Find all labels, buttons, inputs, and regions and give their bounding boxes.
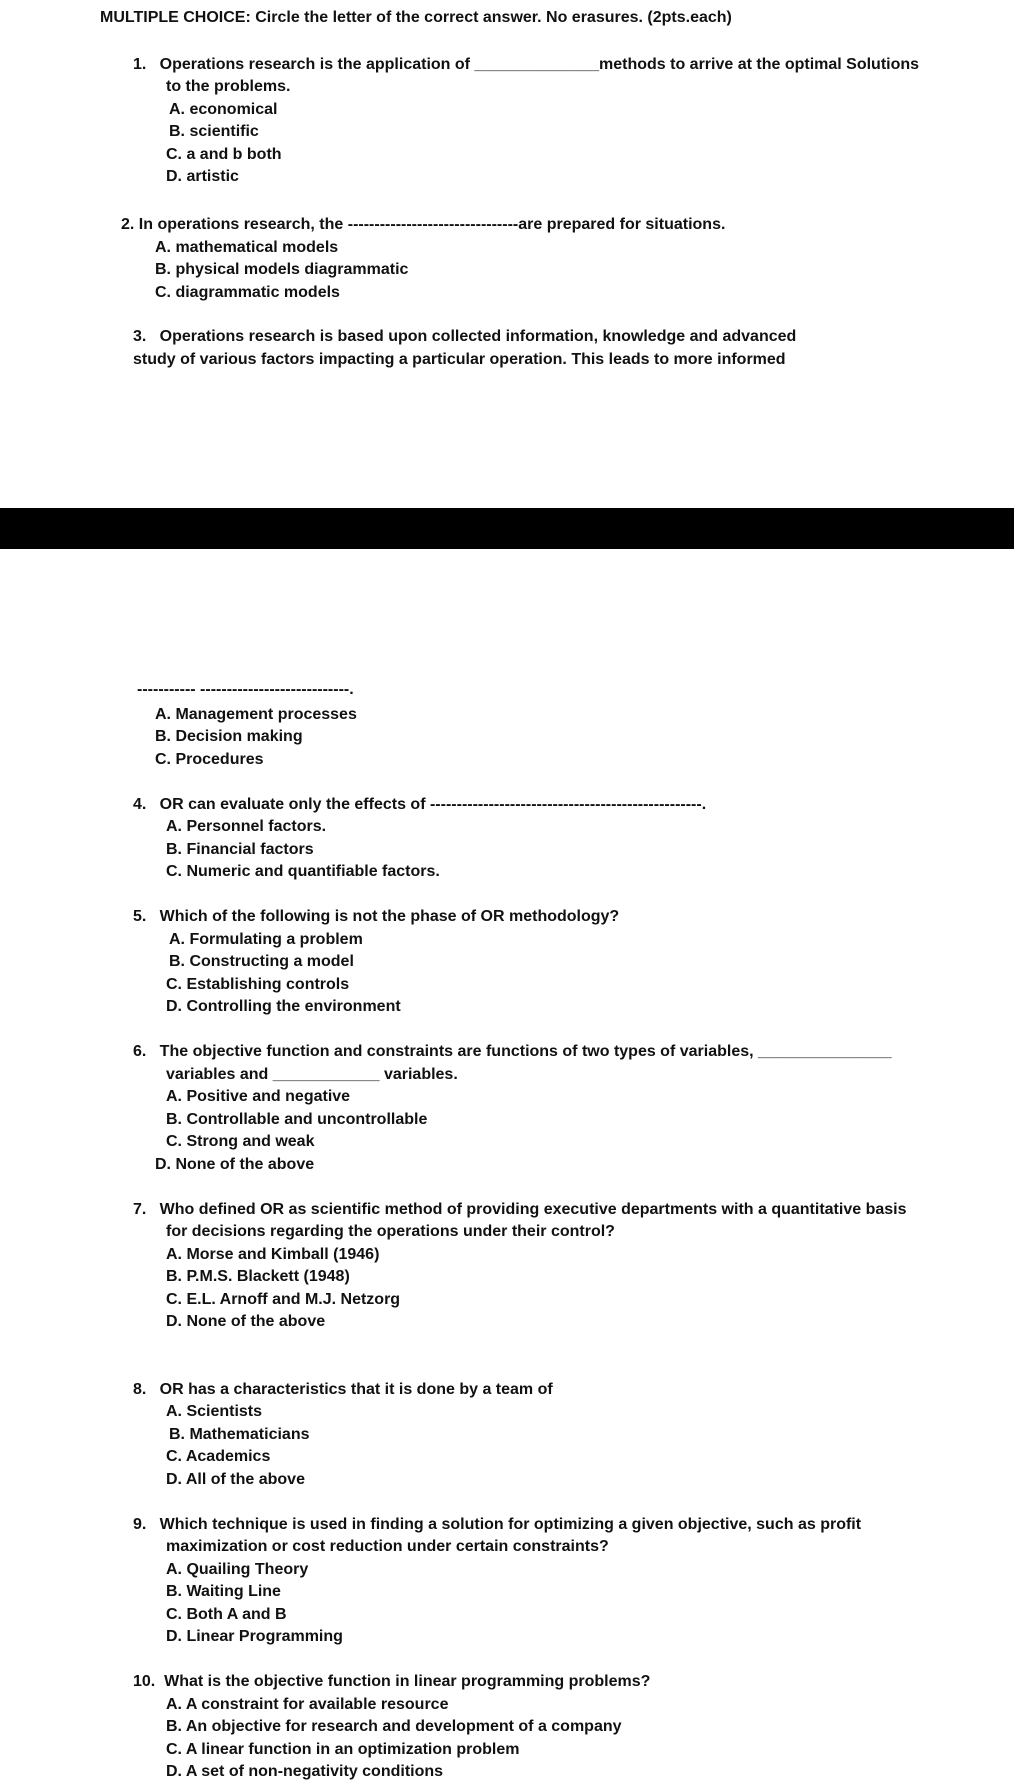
- q1-stem-line2: to the problems.: [166, 78, 291, 95]
- q10-option-b[interactable]: B. An objective for research and development of a company: [166, 1718, 622, 1735]
- q2-option-b[interactable]: B. physical models diagrammatic: [155, 261, 409, 278]
- q10-option-a[interactable]: A. A constraint for available resource: [166, 1696, 449, 1713]
- q8-option-d[interactable]: D. All of the above: [166, 1471, 305, 1488]
- q8-option-c[interactable]: C. Academics: [166, 1448, 271, 1465]
- q5-stem: 5. Which of the following is not the phase of OR methodology?: [133, 908, 620, 925]
- q1-option-c[interactable]: C. a and b both: [166, 146, 282, 163]
- redaction-band: [0, 508, 1014, 549]
- q7-stem-line1: 7. Who defined OR as scientific method of providing executive departments with a quantitative basis: [133, 1201, 907, 1218]
- q8-stem: 8. OR has a characteristics that it is done by a team of: [133, 1381, 553, 1398]
- q10-stem: 10. What is the objective function in linear programming problems?: [133, 1673, 651, 1690]
- q5-option-b[interactable]: B. Constructing a model: [169, 953, 354, 970]
- q5-option-c[interactable]: C. Establishing controls: [166, 976, 350, 993]
- q3-stem-line1: 3. Operations research is based upon collected information, knowledge and advanced: [133, 328, 797, 345]
- q7-option-d[interactable]: D. None of the above: [166, 1313, 326, 1330]
- q6-option-c[interactable]: C. Strong and weak: [166, 1133, 315, 1150]
- q8-option-a[interactable]: A. Scientists: [166, 1403, 263, 1420]
- q6-stem-line1: 6. The objective function and constraints are functions of two types of variables, _______________: [133, 1043, 892, 1060]
- q9-option-a[interactable]: A. Quailing Theory: [166, 1561, 309, 1578]
- q10-option-c[interactable]: C. A linear function in an optimization problem: [166, 1741, 520, 1758]
- q9-option-c[interactable]: C. Both A and B: [166, 1606, 287, 1623]
- q6-option-a[interactable]: A. Positive and negative: [166, 1088, 351, 1105]
- q3-stem-blank: ----------- ----------------------------.: [137, 681, 354, 698]
- q7-stem-line2: for decisions regarding the operations under their control?: [166, 1223, 615, 1240]
- q2-stem: 2. In operations research, the --------------------------------are prepared for situations.: [121, 216, 726, 233]
- q10-option-d[interactable]: D. A set of non-negativity conditions: [166, 1763, 444, 1780]
- q7-option-a[interactable]: A. Morse and Kimball (1946): [166, 1246, 380, 1263]
- q5-option-d[interactable]: D. Controlling the environment: [166, 998, 401, 1015]
- q6-stem-line2: variables and ____________ variables.: [166, 1066, 458, 1083]
- q8-option-b[interactable]: B. Mathematicians: [169, 1426, 310, 1443]
- q1-option-b[interactable]: B. scientific: [169, 123, 259, 140]
- q3-option-c[interactable]: C. Procedures: [155, 751, 264, 768]
- q3-option-b[interactable]: B. Decision making: [155, 728, 303, 745]
- q9-stem-line1: 9. Which technique is used in finding a solution for optimizing a given objective, such as profit: [133, 1516, 862, 1533]
- instructions-heading: MULTIPLE CHOICE: Circle the letter of the correct answer. No erasures. (2pts.each): [100, 9, 732, 26]
- q9-stem-line2: maximization or cost reduction under certain constraints?: [166, 1538, 609, 1555]
- q4-option-a[interactable]: A. Personnel factors.: [166, 818, 327, 835]
- q1-stem-line1: 1. Operations research is the application of ______________methods to arrive at the optimal Solutions: [133, 56, 920, 73]
- q1-option-d[interactable]: D. artistic: [166, 168, 239, 185]
- q4-stem: 4. OR can evaluate only the effects of ---------------------------------------------------.: [133, 796, 707, 813]
- q4-option-b[interactable]: B. Financial factors: [166, 841, 314, 858]
- q1-option-a[interactable]: A. economical: [169, 101, 278, 118]
- q5-option-a[interactable]: A. Formulating a problem: [169, 931, 363, 948]
- q9-option-d[interactable]: D. Linear Programming: [166, 1628, 343, 1645]
- q6-option-b[interactable]: B. Controllable and uncontrollable: [166, 1111, 428, 1128]
- q4-option-c[interactable]: C. Numeric and quantifiable factors.: [166, 863, 440, 880]
- q2-option-c[interactable]: C. diagrammatic models: [155, 284, 340, 301]
- q7-option-b[interactable]: B. P.M.S. Blackett (1948): [166, 1268, 350, 1285]
- q3-option-a[interactable]: A. Management processes: [155, 706, 357, 723]
- q3-stem-line2: study of various factors impacting a particular operation. This leads to more informed: [133, 351, 786, 368]
- q2-option-a[interactable]: A. mathematical models: [155, 239, 339, 256]
- q6-option-d[interactable]: D. None of the above: [155, 1156, 315, 1173]
- q7-option-c[interactable]: C. E.L. Arnoff and M.J. Netzorg: [166, 1291, 401, 1308]
- q9-option-b[interactable]: B. Waiting Line: [166, 1583, 281, 1600]
